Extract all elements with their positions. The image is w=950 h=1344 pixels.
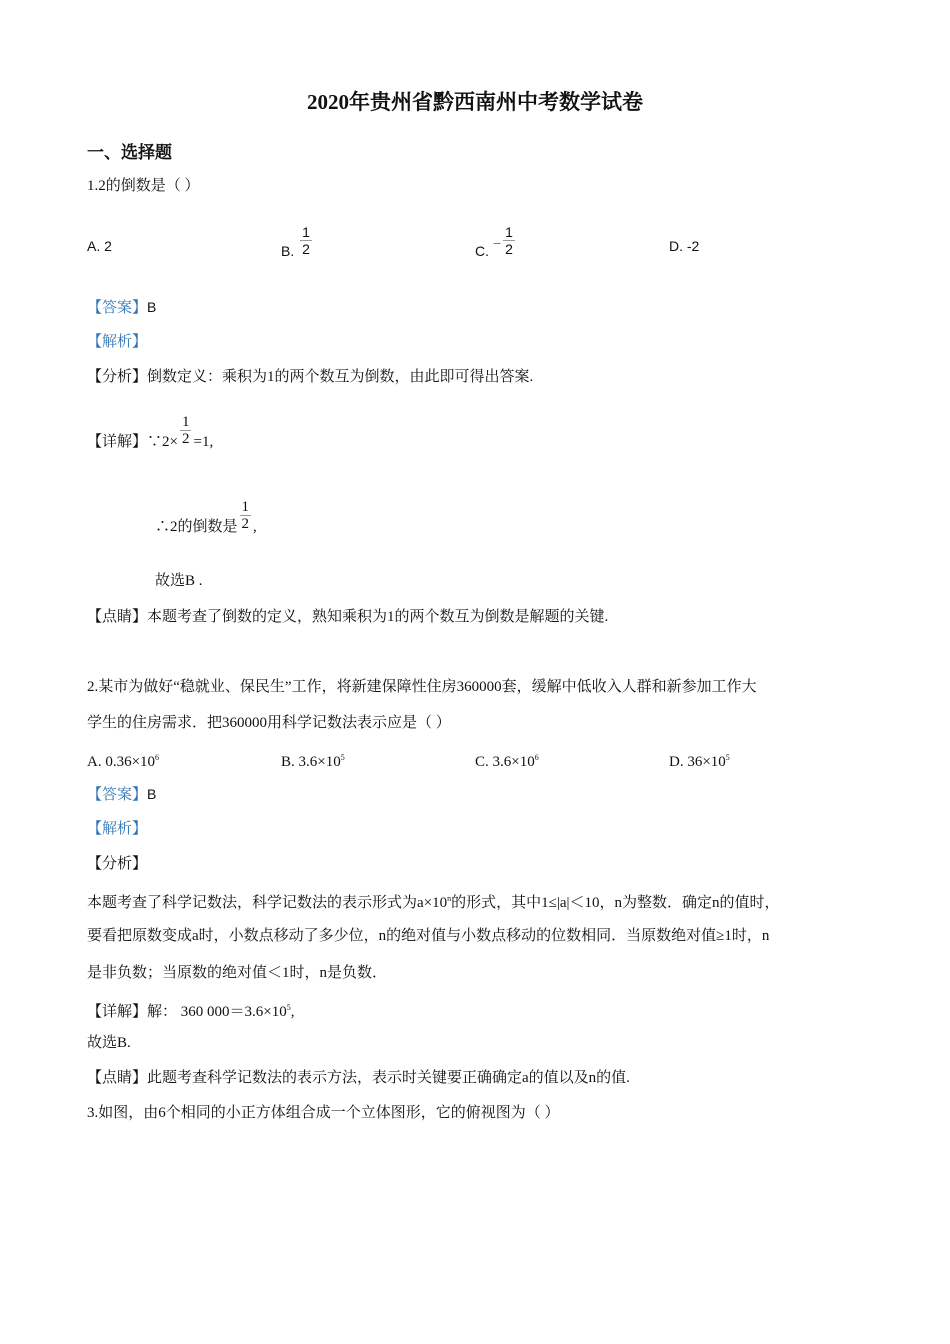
- numerator: 1: [505, 224, 513, 240]
- exponent: 5: [340, 753, 345, 762]
- detail-text: ,: [290, 1004, 295, 1020]
- numerator: 1: [181, 414, 190, 430]
- para-text: 本题考查了科学记数法，科学记数法的表示形式为a×10: [87, 895, 448, 911]
- option-text: B. 3.6×10: [281, 754, 341, 770]
- q1-answer: [87, 297, 156, 318]
- q1-stem: 1.2的倒数是（ ）: [87, 178, 200, 194]
- q2-option-d: [669, 748, 730, 772]
- detail-tag: 【详解】: [87, 1004, 148, 1020]
- exponent: 6: [155, 753, 160, 762]
- denominator: 2: [505, 241, 513, 257]
- page-title: 2020年贵州省黔西南州中考数学试卷: [307, 90, 643, 114]
- fraction: [300, 224, 312, 257]
- comment-tag: 【点睛】: [87, 609, 148, 625]
- exponent: 5: [725, 753, 730, 762]
- q2-analysis-tag: 【解析】: [87, 821, 148, 837]
- option-text: D. 36×10: [669, 754, 726, 770]
- q2-answer: [87, 784, 156, 805]
- comment-tag: 【点睛】: [87, 1070, 148, 1086]
- q2-option-a: [87, 748, 159, 772]
- option-label: B.: [281, 243, 295, 260]
- q1-option-b: [281, 224, 314, 269]
- q2-para1: [87, 889, 780, 913]
- answer-tag: 【答案】: [87, 787, 148, 803]
- fraction: [240, 499, 252, 532]
- denominator: 2: [241, 516, 250, 532]
- therefore-text: ∴2的倒数是: [155, 518, 238, 535]
- q2-fenxi-tag: 【分析】: [87, 856, 148, 872]
- q2-option-b: [281, 748, 345, 772]
- q1-option-d: D. -2: [669, 238, 700, 254]
- q1-choose: 故选B .: [155, 573, 203, 589]
- minus-sign: −: [492, 235, 502, 252]
- fenxi-text: 倒数定义：乘积为1的两个数互为倒数，由此即可得出答案.: [147, 369, 534, 385]
- option-label: C.: [475, 243, 489, 260]
- q2-stem-line1: 2.某市为做好“稳就业、保民生”工作，将新建保障性住房360000套，缓解中低收入人群和新参加工作大: [87, 679, 757, 695]
- fraction: [180, 414, 192, 447]
- comment-text: 此题考查科学记数法的表示方法，表示时关键要正确确定a的值以及n的值.: [147, 1070, 630, 1086]
- q2-comment: [87, 1068, 630, 1088]
- answer-tag: 【答案】: [87, 300, 148, 316]
- exponent: 5: [286, 1003, 291, 1012]
- q2-choose: 故选B.: [87, 1035, 131, 1051]
- therefore-text: ,: [253, 518, 257, 535]
- detail-text: ∵2×: [147, 433, 178, 450]
- fraction: [503, 224, 515, 257]
- q2-para3: 是非负数；当原数的绝对值＜1时，n是负数．: [87, 965, 388, 981]
- numerator: 1: [241, 499, 250, 515]
- exponent: 6: [534, 753, 539, 762]
- q2-para2: 要看把原数变成a时，小数点移动了多少位，n的绝对值与小数点移动的位数相同．当原数绝对值≥1时，n: [87, 928, 770, 944]
- para-text: 的形式，其中1≤|a|＜10，n为整数．确定n的值时，: [451, 895, 780, 911]
- q1-option-c: [475, 224, 517, 269]
- option-text: C. 3.6×10: [475, 754, 535, 770]
- detail-text: 解： 360 000＝3.6×10: [147, 1004, 287, 1020]
- answer-value: B: [147, 786, 157, 802]
- fenxi-tag: 【分析】: [87, 369, 148, 385]
- q1-fenxi: [87, 367, 533, 387]
- q1-therefore: [155, 499, 257, 544]
- denominator: 2: [181, 431, 190, 447]
- q1-option-a: A. 2: [87, 238, 112, 254]
- answer-value: B: [147, 299, 157, 315]
- q3-stem: 3.如图，由6个相同的小正方体组合成一个立体图形，它的俯视图为（ ）: [87, 1105, 560, 1121]
- q1-analysis-tag: 【解析】: [87, 334, 148, 350]
- denominator: 2: [302, 241, 310, 257]
- q2-stem-line2: 学生的住房需求．把360000用科学记数法表示应是（ ）: [87, 715, 451, 731]
- numerator: 1: [302, 224, 310, 240]
- q1-comment: [87, 607, 608, 627]
- option-text: A. 0.36×10: [87, 754, 156, 770]
- section-heading: 一、选择题: [87, 143, 172, 162]
- q2-detail: [87, 998, 294, 1022]
- comment-text: 本题考查了倒数的定义，熟知乘积为1的两个数互为倒数是解题的关键.: [147, 609, 609, 625]
- q2-option-c: [475, 748, 539, 772]
- exponent: n: [447, 894, 452, 903]
- q1-detail: [87, 414, 214, 459]
- detail-text: =1,: [193, 433, 214, 450]
- detail-tag: 【详解】: [87, 433, 148, 450]
